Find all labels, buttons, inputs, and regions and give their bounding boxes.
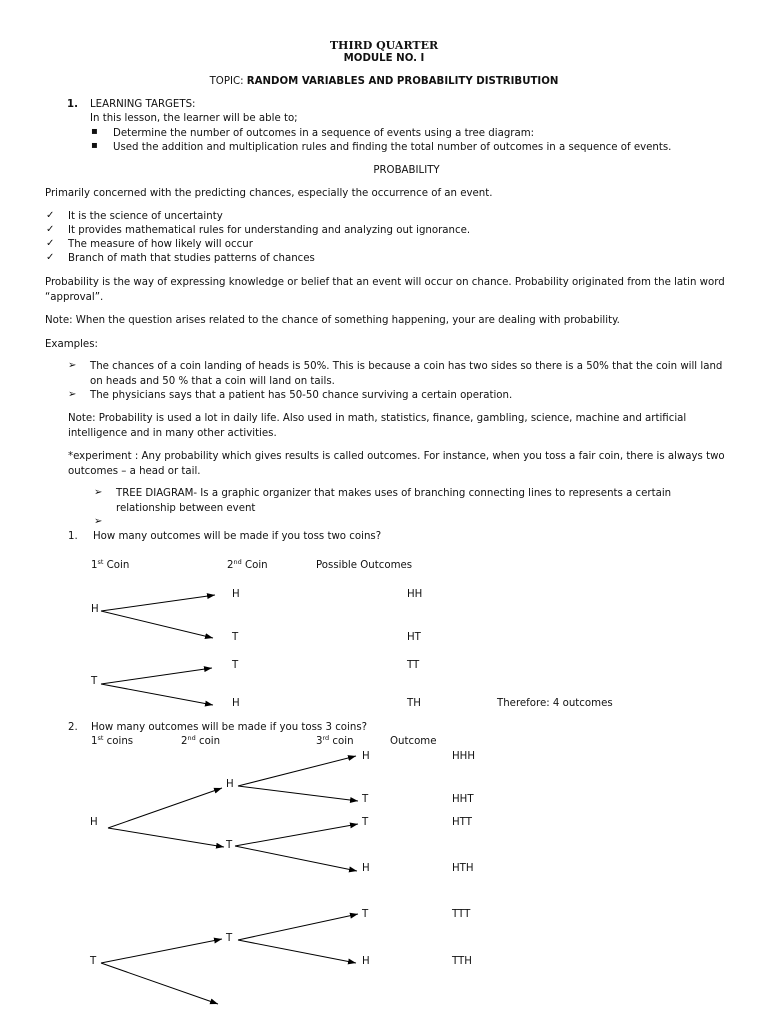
q2-leaf-node: T (362, 794, 369, 805)
q2-branch-t-extra (101, 963, 218, 1004)
q1-leaf-node: H (232, 698, 240, 709)
q1-root-node: T (91, 676, 98, 687)
q2-branch-h-t (108, 828, 224, 847)
q1-second-sup: nd (233, 558, 242, 566)
q2-first-num: 1 (91, 736, 98, 747)
q2-third-num: 3 (316, 736, 323, 747)
q2-outcome: HHT (452, 794, 474, 805)
target-item: Used the addition and multiplication rules and finding the total number of outcomes in a sequence of events. (113, 142, 672, 153)
check-icon: ✓ (46, 224, 55, 235)
q1-question: How many outcomes will be made if you toss two coins? (93, 531, 382, 542)
targets-number: 1. (67, 99, 78, 110)
q2-outcome: HTH (452, 863, 474, 874)
q2-first-sup: st (97, 734, 104, 742)
q1-header-outcomes: Possible Outcomes (316, 560, 413, 571)
q1-outcome: HH (407, 589, 423, 600)
arrow-bullet-icon: ➢ (68, 389, 77, 400)
document-title: THIRD QUARTER (329, 39, 439, 52)
note2-line-1: Note: Probability is used a lot in daily life. Also used in math, statistics, finance, gambling, science, machine and artificial (68, 413, 687, 424)
topic-prefix: TOPIC: (209, 76, 247, 87)
example-item: The chances of a coin landing of heads is 50%. This is because a coin has two sides so there is a 50% that the coin will land (90, 361, 723, 372)
q2-outcome: HHH (452, 751, 475, 762)
check-icon: ✓ (46, 210, 55, 221)
probability-intro: Primarily concerned with the predicting chances, especially the occurrence of an event. (45, 188, 493, 199)
q1-number: 1. (68, 531, 78, 542)
probability-heading: PROBABILITY (373, 165, 440, 176)
experiment-line-1: *experiment : Any probability which gives results is called outcomes. For instance, when you toss a fair coin, there is always two (68, 451, 725, 462)
q1-branch-h-h (101, 595, 215, 611)
probability-note: Note: When the question arises related to the chance of something happening, your are dealing with probability. (45, 315, 620, 326)
q2-second-num: 2 (181, 736, 188, 747)
targets-heading: LEARNING TARGETS: (90, 99, 196, 110)
example-item: The physicians says that a patient has 50-50 chance surviving a certain operation. (90, 390, 513, 401)
q1-second-num: 2 (227, 560, 234, 571)
q2-branch-tt-t (238, 914, 358, 940)
q1-branch-t-t (101, 668, 212, 684)
q2-first-rest: coins (103, 736, 134, 747)
q2-branch-ht-t (235, 824, 358, 846)
q1-first-num: 1 (91, 560, 98, 571)
q2-outcome: HTT (452, 817, 472, 828)
q1-outcome: TH (407, 698, 421, 709)
q1-first-rest: Coin (103, 560, 130, 571)
q1-root-node: H (91, 604, 99, 615)
targets-intro: In this lesson, the learner will be able to; (90, 113, 298, 124)
q2-third-rest: coin (329, 736, 354, 747)
q2-mid-node: H (226, 779, 234, 790)
q1-leaf-node: T (232, 632, 239, 643)
q2-leaf-node: H (362, 956, 370, 967)
topic-title: RANDOM VARIABLES AND PROBABILITY DISTRIBUTION (246, 76, 559, 87)
q2-branch-h-h (108, 788, 222, 828)
arrow-bullet-icon: ➢ (68, 360, 77, 371)
q2-leaf-node: T (362, 909, 369, 920)
square-bullet-icon: ▪ (91, 140, 98, 151)
experiment-line-2: outcomes – a head or tail. (68, 466, 201, 477)
q2-header-outcome: Outcome (390, 736, 437, 747)
tree-definition-line-2: relationship between event (116, 503, 256, 514)
q2-mid-node: T (226, 840, 233, 851)
q1-therefore: Therefore: 4 outcomes (497, 698, 613, 709)
module-number: MODULE NO. I (343, 53, 425, 64)
definition-line-1: Probability is the way of expressing knowledge or belief that an event will occur on chance. Probability originated from the latin word (45, 277, 725, 288)
check-icon: ✓ (46, 252, 55, 263)
examples-label: Examples: (45, 339, 98, 350)
q2-third-sup: rd (322, 734, 330, 742)
q2-second-rest: coin (195, 736, 221, 747)
check-item: Branch of math that studies patterns of chances (68, 253, 315, 264)
q2-outcome: TTT (452, 909, 471, 920)
q2-number: 2. (68, 722, 78, 733)
note2-line-2: intelligence and in many other activities. (68, 428, 277, 439)
q2-branch-hh-t (238, 786, 358, 801)
q1-second-rest: Coin (241, 560, 268, 571)
q1-leaf-node: T (232, 660, 239, 671)
q2-branch-tt-h (238, 940, 356, 963)
q1-first-sup: st (97, 558, 104, 566)
q2-outcome: TTH (452, 956, 472, 967)
q2-mid-node: T (226, 933, 233, 944)
q1-outcome: TT (407, 660, 420, 671)
arrow-bullet-icon: ➢ (94, 487, 103, 498)
arrow-bullet-icon: ➢ (94, 516, 103, 527)
q2-branch-t-t (101, 939, 222, 963)
q2-branch-hh-h (238, 756, 356, 786)
q2-question: How many outcomes will be made if you toss 3 coins? (91, 722, 368, 733)
check-item: It provides mathematical rules for understanding and analyzing out ignorance. (68, 225, 471, 236)
q2-branch-ht-h (235, 846, 357, 871)
q2-root-node: T (90, 956, 97, 967)
q1-branch-h-t (101, 611, 213, 638)
check-item: It is the science of uncertainty (68, 211, 223, 222)
check-icon: ✓ (46, 238, 55, 249)
q2-leaf-node: H (362, 863, 370, 874)
q2-leaf-node: T (362, 817, 369, 828)
check-item: The measure of how likely will occur (68, 239, 253, 250)
q2-leaf-node: H (362, 751, 370, 762)
definition-line-2: “approval”. (45, 292, 104, 303)
example-item-continued: on heads and 50 % that a coin will land on tails. (90, 376, 335, 387)
q2-second-sup: nd (187, 734, 196, 742)
q1-branch-t-h (101, 684, 213, 705)
q1-outcome: HT (407, 632, 421, 643)
square-bullet-icon: ▪ (91, 126, 98, 137)
q2-root-node: H (90, 817, 98, 828)
target-item: Determine the number of outcomes in a sequence of events using a tree diagram: (113, 128, 535, 139)
q1-leaf-node: H (232, 589, 240, 600)
tree-definition-line-1: TREE DIAGRAM- Is a graphic organizer that makes uses of branching connecting lines to represents a certain (116, 488, 672, 499)
